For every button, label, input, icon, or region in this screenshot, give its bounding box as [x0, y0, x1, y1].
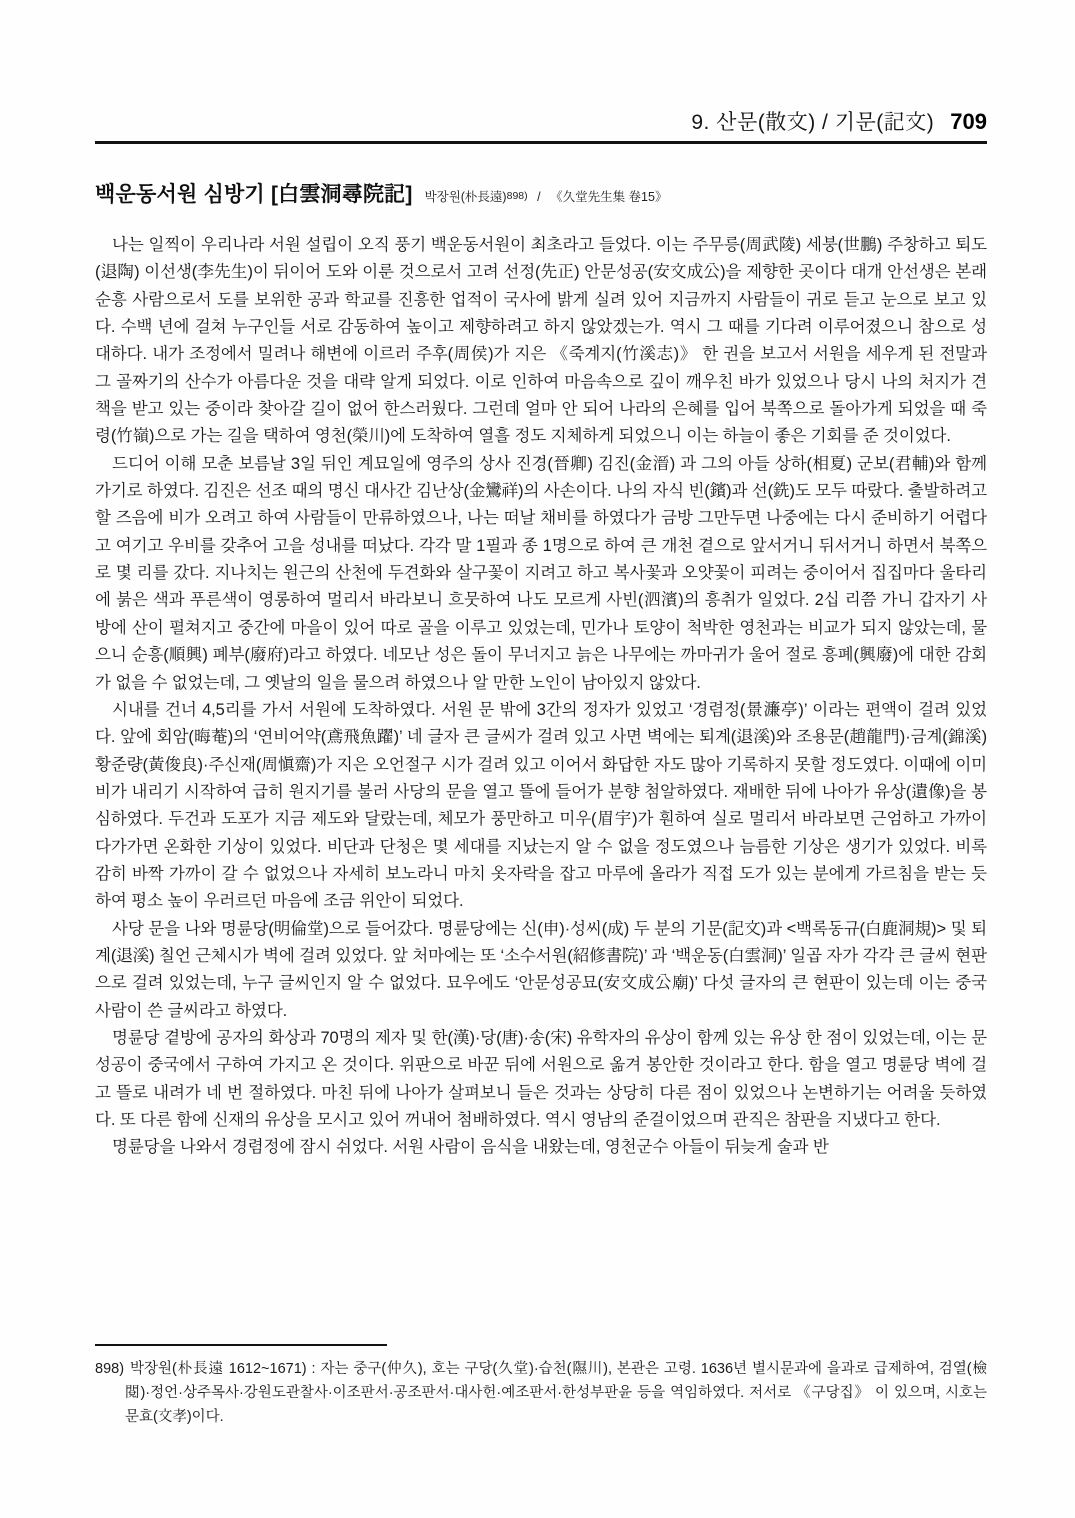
footnote-text: 박장원(朴長遠 1612~1671) : 자는 중구(仲久), 호는 구당(久堂)·습천(隰川), 본관은 고령. 1636년 별시문과에 을과로 급제하여, 검열(檢閱)·정언·상주목사·강원도관찰사·이조판서·공조판서·대사헌·예조판서·한성부판윤 등을 역임하였다. 저서로 《구당집》 이 있으며, 시호는 문효(文孝)이다. [125, 1361, 987, 1425]
article-title-row [95, 178, 987, 208]
article-body [95, 232, 987, 1162]
footnote-rule [95, 1344, 387, 1346]
body-paragraph: 드디어 이해 모춘 보름날 3일 뒤인 계묘일에 영주의 상사 진경(晉卿) 김진(金溍) 과 그의 아들 상하(相夏) 군보(君輔)와 함께 가기로 하였다. 김진은 선조 때의 명신 대사간 김난상(金鸞祥)의 사손이다. 나의 자식 빈(鑌)과 선(銑)도 모두 따랐다. 출발하려고 할 즈음에 비가 오려고 하여 사람들이 만류하였으나, 나는 떠날 채비를 하였다가 금방 그만두면 나중에는 다시 준비하기 어렵다고 여기고 우비를 갖추어 고을 성내를 떠났다. 각각 말 1필과 종 1명으로 하여 큰 개천 곁으로 앞서거니 뒤서거니 하면서 북쪽으로 몇 리를 갔다. 지나치는 원근의 산천에 두견화와 살구꽃이 지려고 하고 복사꽃과 오얏꽃이 피려는 중이어서 집집마다 울타리에 붉은 색과 푸른색이 영롱하여 멀리서 바라보니 흐뭇하여 나도 모르게 사빈(泗濱)의 흥취가 일었다. 2십 리쯤 가니 갑자기 사방에 산이 펼쳐지고 중간에 마을이 있어 따로 골을 이루고 있었는데, 민가나 토양이 척박한 영천과는 비교가 되지 않았는데, 물으니 순흥(順興) 폐부(廢府)라고 하였다. 네모난 성은 돌이 무너지고 늙은 나무에는 까마귀가 울어 절로 흥폐(興廢)에 대한 감회가 없을 수 없었는데, 그 옛날의 일을 물으려 하였으나 알 만한 노인이 남아있지 않았다. [95, 454, 988, 692]
header-rule [95, 141, 987, 144]
footnote [95, 1358, 987, 1429]
body-paragraph: 나는 일찍이 우리나라 서원 설립이 오직 풍기 백운동서원이 최초라고 들었다. 이는 주무릉(周武陵) 세붕(世鵬) 주창하고 퇴도(退陶) 이선생(李先生)이 뒤이어 도와 이룬 것으로서 고려 선정(先正) 안문성공(安文成公)을 제향한 곳이다 대개 안선생은 본래 순흥 사람으로서 도를 보위한 공과 학교를 진흥한 업적이 국사에 밝게 실려 있어 지금까지 사람들이 귀로 듣고 눈으로 보고 있다. 수백 년에 걸쳐 누구인들 서로 감동하여 높이고 제향하려고 하지 않았겠는가. 역시 그 때를 기다려 이루어졌으니 참으로 성대하다. 내가 조정에서 밀려나 해변에 이르러 주후(周侯)가 지은 《죽계지(竹溪志)》 한 권을 보고서 서원을 세우게 된 전말과 그 골짜기의 산수가 아름다운 것을 대략 알게 되었다. 이로 인하여 마음속으로 깊이 깨우친 바가 있었으나 당시 나의 처지가 견책을 받고 있는 중이라 찾아갈 길이 없어 한스러웠다. 그런데 얼마 안 되어 나라의 은혜를 입어 북쪽으로 돌아가게 되었을 때 죽령(竹嶺)으로 가는 길을 택하여 영천(榮川)에 도착하여 열흘 정도 지체하게 되었으니 이는 하늘이 좋은 기회를 준 것이었다. [95, 236, 987, 446]
body-paragraph: 시내를 건너 4,5리를 가서 서원에 도착하였다. 서원 문 밖에 3간의 정자가 있었고 ‘경렴정(景濂亭)’ 이라는 편액이 걸려 있었다. 앞에 회암(晦菴)의 ‘연비어약(鳶飛魚躍)’ 네 글자 큰 글씨가 걸려 있고 사면 벽에는 퇴계(退溪)와 조용문(趙龍門)·금계(錦溪) 황준량(黃俊良)·주신재(周愼齋)가 지은 오언절구 시가 걸려 있고 이어서 화답한 자도 많아 기록하지 못할 정도였다. 이때에 이미 비가 내리기 시작하여 급히 원지기를 불러 사당의 문을 열고 뜰에 들어가 분향 첨알하였다. 재배한 뒤에 나아가 유상(遺像)을 봉심하였다. 두건과 도포가 지금 제도와 달랐는데, 체모가 풍만하고 미우(眉宇)가 훤하여 실로 멀리서 바라보면 근엄하고 가까이 다가가면 온화한 기상이 있었다. 비단과 단청은 몇 세대를 지났는지 알 수 없을 정도였으나 늠름한 기상은 생기가 있었다. 비록 감히 바짝 가까이 갈 수 없었으나 자세히 보노라니 마치 옷자락을 잡고 마루에 올라가 직접 도가 있는 분에게 가르침을 받는 듯하여 평소 높이 우러르던 마음에 조금 위안이 되었다. [95, 700, 987, 911]
source-citation: 《久堂先生集 卷15》 [550, 190, 668, 204]
body-paragraph: 사당 문을 나와 명륜당(明倫堂)으로 들어갔다. 명륜당에는 신(申)·성씨(成) 두 분의 기문(記文)과 <백록동규(白鹿洞規)> 및 퇴계(退溪) 칠언 근체시가 벽에 걸려 있었다. 앞 처마에는 또 ‘소수서원(紹修書院)’ 과 ‘백운동(白雲洞)’ 일곱 자가 각각 큰 글씨 현판으로 걸려 있었는데, 누구 글씨인지 알 수 없었다. 묘우에도 ‘안문성공묘(安文成公廟)’ 다섯 글자의 큰 현판이 있는데 이는 중국 사람이 쓴 글씨라고 하였다. [95, 919, 987, 1020]
article-title: 백운동서원 심방기 [白雲洞尋院記] [95, 183, 413, 206]
footnote-reference: 898) [506, 190, 528, 202]
page-number: 709 [950, 109, 987, 134]
page-content [95, 0, 987, 1162]
body-paragraph: 명륜당 곁방에 공자의 화상과 70명의 제자 및 한(漢)·당(唐)·송(宋) 유학자의 유상이 함께 있는 유상 한 점이 있었는데, 이는 문성공이 중국에서 구하여 가지고 온 것이다. 위판으로 바꾼 뒤에 서원으로 옮겨 봉안한 것이라고 한다. 함을 열고 명륜당 벽에 걸고 뜰로 내려가 네 번 절하였다. 마친 뒤에 나아가 살펴보니 들은 것과는 상당히 다른 점이 있었으나 논변하기는 어려울 듯하였다. 또 다른 함에 신재의 유상을 모시고 있어 꺼내어 첨배하였다. 역시 영남의 준걸이었으며 관직은 참판을 지냈다고 한다. [95, 1028, 987, 1129]
running-head [95, 0, 987, 136]
author-name: 박장원(朴長遠) [424, 190, 507, 204]
running-head-section: 9. 산문(散文) / 기문(記文) [691, 111, 935, 134]
footnote-marker: 898) [95, 1361, 125, 1377]
article-byline [425, 187, 668, 205]
byline-separator: / [537, 190, 541, 204]
footnote-block [95, 1344, 987, 1429]
body-paragraph: 명륜당을 나와서 경렴정에 잠시 쉬었다. 서원 사람이 음식을 내왔는데, 영천군수 아들이 뒤늦게 술과 반 [112, 1138, 829, 1157]
